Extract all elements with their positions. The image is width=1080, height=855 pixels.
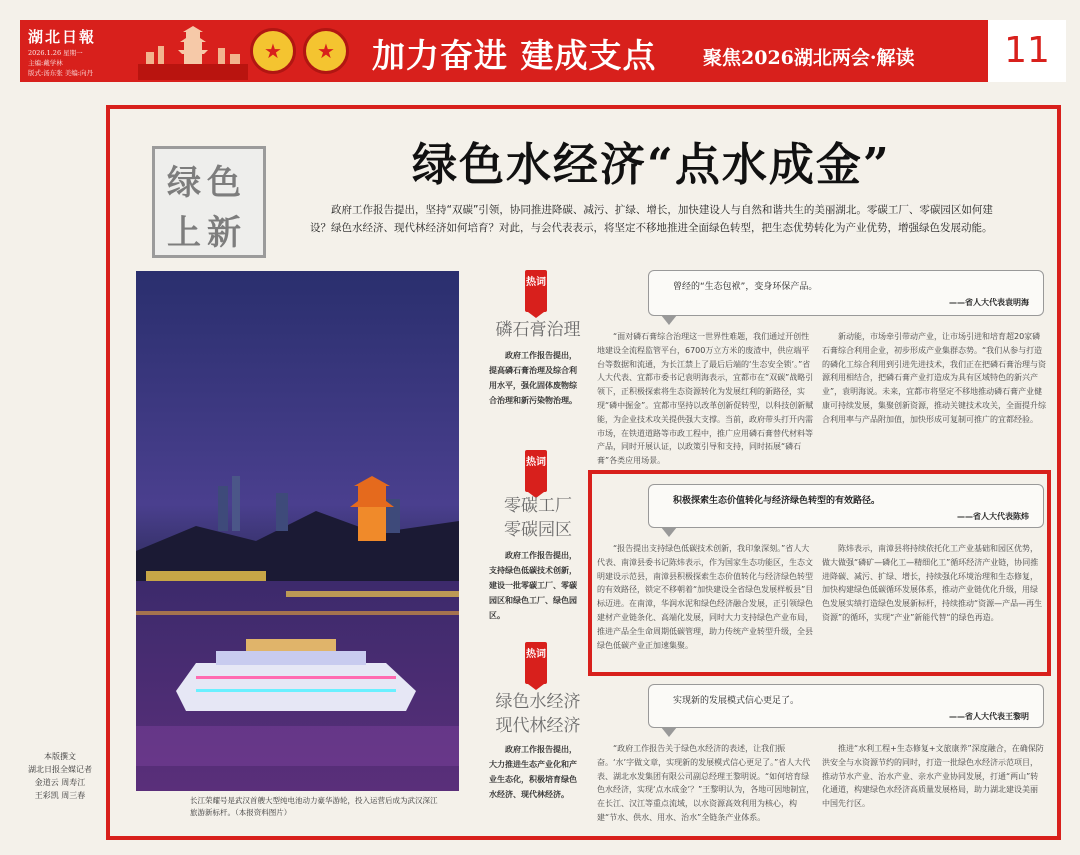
hot-word-badge-1: 热词 — [525, 270, 547, 312]
quote-text-1: 曾经的“生态包袱”，变身环保产品。 — [673, 282, 818, 292]
quote-author-3: ——省人大代表王黎明 — [949, 712, 1029, 721]
quote-author-1: ——省人大代表袁明海 — [949, 298, 1029, 307]
hot-word-title-3-line1: 绿色水经济 — [495, 692, 581, 712]
section3-right-column: 推进“水利工程+生态修复+文旅康养”深度融合，在确保防洪安全与水资源节约的同时，打造一批绿色水经济示范项目，推动节水产业、治水产业、亲水产业协同发展，打通“两山”转化通道，构建绿色水经济高质量发展格局，助力湖北建设美丽中国先行区。 — [822, 744, 1044, 809]
hot-word-body-1: 政府工作报告提出，提高磷石膏治理及综合利用水平，强化固体废物综合治理和新污染物治理。 — [489, 351, 577, 405]
column-tag — [152, 146, 266, 258]
section1-left-column: “面对磷石膏综合治理这一世界性难题，我们通过开创性地建设全流程监管平台，6700万立方米的废渣中，供应端平台等数据和流通，为长江禁上了最后后端的‘生态安全锁’。”省人大代表、宜都市委书记袁明海表示，宜都市在“双碳”战略引领下，正积极探索将生态资源转化为发展红利的新路径，实现“磷中掘金”。宜都市坚持以改革创新促转型，以科技创新赋能，为企业技术攻关提供强大支撑。当前，政府带头打开内需市场，在铁道道路等市政工程中，推广应用磷石膏替代材料等产品，同时开展认证，以政策引导和支持，同时拓展“磷石膏”各类应用场景。 — [597, 332, 814, 466]
hot-word-body-2: 政府工作报告提出，支持绿色低碳技术创新，建设一批零碳工厂、零碳园区和绿色工厂、绿色园区。 — [489, 551, 577, 620]
hot-word-title-2 — [478, 494, 598, 542]
paper-logo — [28, 26, 138, 77]
highlight-frame-inner — [588, 470, 1051, 676]
section3-left-column: “政府工作报告关于绿色水经济的表述，让我们振奋。‘水’字做文章，实现新的发展模式信心更足了。”省人大代表、湖北水发集团有限公司副总经理王黎明说。“如何培育绿色水经济，实现‘点水成金’？”王黎明认为，各地可因地制宜，在长江、汉江等重点流域，以水资源高效利用为核心，构建“节水、供水、用水、治水”全链条产业体系。 — [597, 744, 815, 822]
section2-right-column: 陈炜表示，南漳县将持续依托化工产业基础和园区优势，做大做强“磷矿—磷化工—精细化工”循环经济产业链，协同推进降碳、减污、扩绿、增长，持续强化环境治理和生态修复，加快构建绿色低碳循环发展体系，推动产业链优化升级，用绿色发展实绩打造绿色发展新标杆，持续推动“资源—产品—再生资源”的循环，实现“产业”新能代替“的绿色再造。 — [822, 544, 1043, 622]
quote-box-1 — [648, 270, 1044, 316]
hot-word-title-2-line2: 零碳园区 — [504, 520, 572, 540]
hot-word-badge-2: 热词 — [525, 450, 547, 492]
issue-meta-1: 2026.1.26 星期一 — [28, 49, 83, 57]
quote-text-2: 积极探索生态价值转化与经济绿色转型的有效路径。 — [673, 496, 881, 506]
issue-meta-3: 版式:汤东张 美编:向丹 — [28, 69, 93, 77]
night-cruise-photo — [136, 271, 459, 791]
masthead-banner — [20, 20, 1066, 82]
lead-paragraph: 政府工作报告提出，坚持“双碳”引领，协同推进降碳、减污、扩绿、增长，加快建设人与自然和谐共生的美丽湖北。零碳工厂、零碳园区如何建设？绿色水经济、现代林经济如何培育？对此，与会代表表示，将坚定不移地推进全面绿色转型，把生态优势转化为产业优势，增强绿色发展动能。 — [310, 204, 993, 234]
column-tag-line2: 上新 — [167, 213, 247, 253]
headline: 绿色水经济“点水成金” — [412, 138, 891, 191]
issue-meta-2: 主编:戴学林 — [28, 59, 63, 67]
banner-slogan: 加力奋进 建成支点 — [372, 36, 657, 75]
national-emblem-icon — [250, 28, 296, 74]
page-number: 11 — [988, 20, 1066, 82]
photo-caption: 长江荣耀号是武汉首艘大型纯电池动力豪华游轮，投入运营后成为武汉深江旅游新标杆。（本报资料图片） — [190, 796, 438, 817]
banner-subtitle: 聚焦2026湖北两会·解读 — [703, 47, 915, 69]
yellow-crane-tower-icon — [138, 24, 248, 80]
credit-line-2: 湖北日报全媒记者 — [28, 765, 92, 774]
hot-word-body-3: 政府工作报告提出，大力推进生态产业化和产业生态化，积极培育绿色水经济、现代林经济。 — [489, 745, 577, 799]
paper-name: 湖北日報 — [28, 28, 97, 46]
cppcc-emblem-icon — [303, 28, 349, 74]
quote-author-2: ——省人大代表陈炜 — [957, 512, 1029, 521]
credit-line-1: 本版撰文 — [44, 752, 76, 761]
credit-line-3: 金道云 周寿江 — [34, 778, 86, 787]
credit-line-4: 王彩凯 周三春 — [34, 791, 86, 800]
hot-word-title-1-line1: 磷石膏治理 — [495, 320, 581, 340]
section2-left-column: “报告提出支持绿色低碳技术创新，我印象深刻。”省人大代表、南漳县委书记陈炜表示，作为国家生态功能区，生态文明建设示范县，南漳县积极探索生态价值转化与经济绿色转型的有效路径，锁定不移朝着“加快建设全省绿色发展样板县”目标迈进。在南漳，华润水泥和绿色经济融合发展，正引领绿色建材产业链条化、高端化发展，同时大力支持绿色产业布局，推进产品全生命周期低碳管理，助力传统产业转型升级，全县绿色低碳产业正加速集聚。 — [597, 544, 814, 650]
column-tag-line1: 绿色 — [167, 163, 247, 203]
hot-word-badge-3: 热词 — [525, 642, 547, 684]
byline-credit — [20, 750, 100, 802]
hot-word-title-3 — [478, 690, 598, 738]
quote-box-3 — [648, 684, 1044, 728]
hot-word-title-1 — [478, 318, 598, 342]
hot-word-title-2-line1: 零碳工厂 — [504, 496, 572, 516]
hot-word-title-3-line2: 现代林经济 — [495, 716, 581, 736]
section1-right-column: 新动能，市场牵引带动产业，让市场引进和培育超20家磷石膏综合利用企业，初步形成产业集群态势。“我们从参与打造的磷化工综合利用到引进先进技术，我们正在把磷石膏治理与资源利用相结合，把磷石膏产业打造成为具有区域特色的新兴产业”，袁明海说。未来，宜都市将坚定不移地推动磷石膏产业健康可持续发展，集聚创新资源，推动关键技术攻关，全面提升综合利用率与产品附加值，加快形成可复制可推广的宜都经验。 — [822, 332, 1046, 424]
quote-text-3: 实现新的发展模式信心更足了。 — [673, 696, 800, 706]
